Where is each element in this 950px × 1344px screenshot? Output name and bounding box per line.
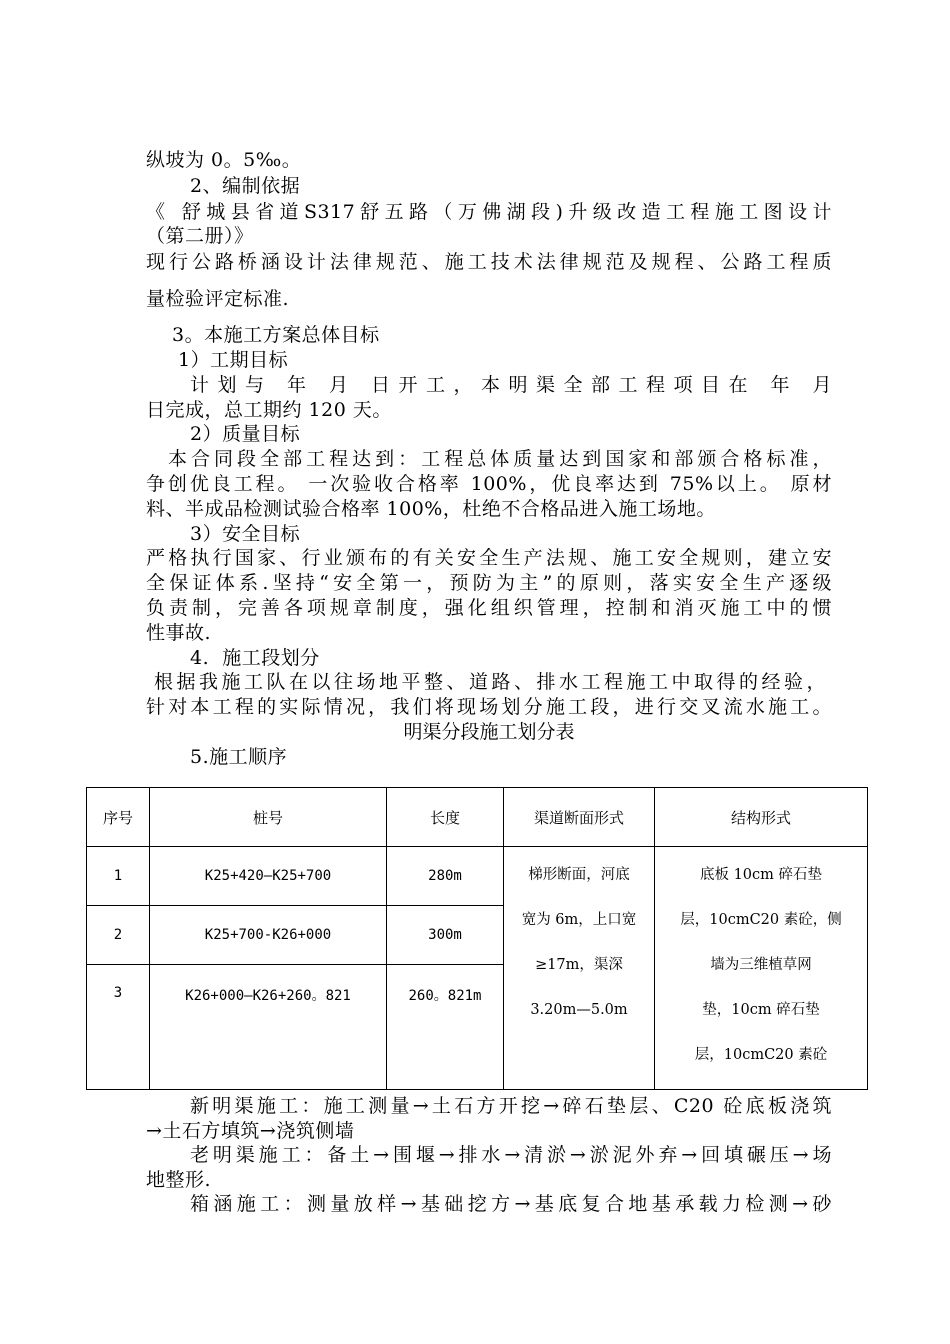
row-number: 3 [87, 965, 150, 1090]
text-line: 地整形. [146, 1169, 212, 1191]
text-line: 料、半成品检测试验合格率 100%，杜绝不合格品进入施工场地。 [146, 498, 716, 520]
cell-line: 底板 10cm 碎石垫 [699, 867, 823, 883]
cell-line: 层，10cmC20 素砼，侧 [680, 912, 842, 928]
text-line: 量检验评定标准. [146, 288, 290, 310]
heading-basis: 2、编制依据 [190, 175, 301, 197]
segment-table [86, 787, 868, 1090]
text-line: 争创优良工程。 一次验收合格率 100%，优良率达到 75%以上。 原材 [146, 473, 832, 495]
station-cell: K26+000—K26+260。821 [150, 965, 387, 1090]
cell-line: 层，10cmC20 素砼 [694, 1047, 828, 1063]
heading-goals: 3。本施工方案总体目标 [172, 324, 380, 346]
table-row [87, 847, 868, 906]
cell-line: 垫，10cm 碎石垫 [702, 1002, 820, 1018]
station-cell: K25+700-K26+000 [150, 906, 387, 965]
text-line: 本合同段全部工程达到：工程总体质量达到国家和部颁合格标准， [168, 448, 832, 470]
table-title: 明渠分段施工划分表 [403, 721, 575, 743]
text-line: 新明渠施工：施工测量→土石方开挖→碎石垫层、C20 砼底板浇筑 [190, 1095, 832, 1117]
heading-sequence: 5.施工顺序 [190, 746, 288, 768]
structure-type-cell [655, 847, 868, 1090]
text-line: 严格执行国家、行业颁布的有关安全生产法规、施工安全规则，建立安 [146, 547, 832, 569]
heading-quality: 2）质量目标 [190, 423, 301, 445]
header-cell: 序号 [87, 788, 150, 847]
cell-line: 墙为三维植草网 [710, 957, 812, 973]
heading-safety: 3）安全目标 [190, 523, 301, 545]
cell-line: 宽为 6m，上口宽 [521, 912, 637, 928]
station-cell: K25+420—K25+700 [150, 847, 387, 906]
text-line: →土石方填筑→浇筑侧墙 [146, 1120, 355, 1142]
length-cell: 280m [387, 847, 504, 906]
header-cell: 桩号 [150, 788, 387, 847]
text-line: 现行公路桥涵设计法律规范、施工技术法律规范及规程、公路工程质 [146, 251, 832, 273]
text-line: 箱涵施工：测量放样→基础挖方→基底复合地基承载力检测→砂 [190, 1193, 832, 1215]
text-line: （第二册）》 [146, 225, 254, 247]
text-line: 负责制，完善各项规章制度，强化组织管理，控制和消灭施工中的惯 [146, 597, 832, 619]
length-cell: 300m [387, 906, 504, 965]
text-line: 全保证体系.坚持“安全第一，预防为主”的原则，落实安全生产逐级 [146, 572, 832, 594]
text-line: 老明渠施工：备土→围堰→排水→清淤→淤泥外弃→回填碾压→场 [190, 1144, 832, 1166]
text-line: 日完成，总工期约 120 天。 [146, 399, 392, 421]
header-cell: 渠道断面形式 [504, 788, 655, 847]
table-header-row [87, 788, 868, 847]
text-line: 针对本工程的实际情况，我们将现场划分施工段，进行交叉流水施工。 [146, 696, 832, 718]
length-cell: 260。821m [387, 965, 504, 1090]
section-type-cell [504, 847, 655, 1090]
header-cell: 长度 [387, 788, 504, 847]
text-line: 性事故. [146, 622, 212, 644]
cell-line: 3.20m—5.0m [530, 1002, 628, 1018]
heading-segments: 4. 施工段划分 [190, 647, 320, 669]
header-cell: 结构形式 [655, 788, 868, 847]
text-line: 根据我施工队在以往场地平整、道路、排水工程施工中取得的经验， [154, 671, 826, 693]
row-number: 1 [87, 847, 150, 906]
text-line: 《 舒城县省道S317舒五路（万佛湖段)升级改造工程施工图设计 [146, 201, 832, 223]
heading-schedule: 1）工期目标 [178, 349, 289, 371]
row-number: 2 [87, 906, 150, 965]
cell-line: ≥17m，渠深 [535, 957, 623, 973]
text-line: 计划与 年 月 日开工，本明渠全部工程项目在 年 月 [190, 374, 832, 396]
text-line: 纵坡为 0。5‰。 [146, 149, 302, 171]
cell-line: 梯形断面，河底 [528, 867, 630, 883]
